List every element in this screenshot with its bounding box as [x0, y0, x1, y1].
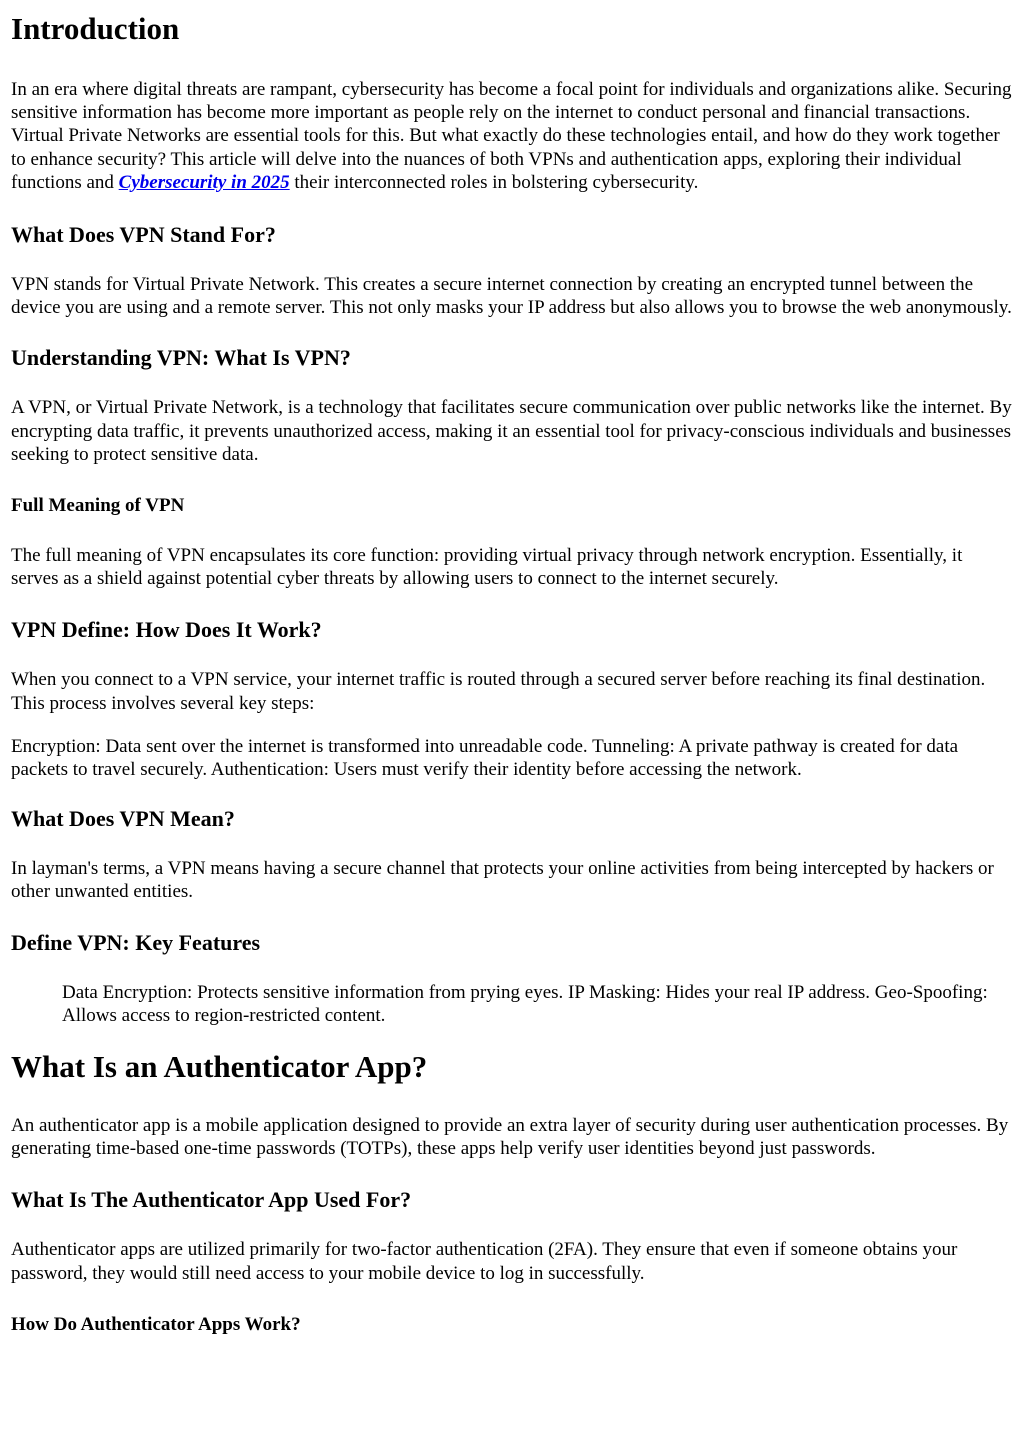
understanding-vpn-heading: Understanding VPN: What Is VPN? [11, 345, 351, 371]
key-features-blockquote: Data Encryption: Protects sensitive information from prying eyes. IP Masking: Hides your real IP address. Geo-Spoofing: Allows access to region-restricted content. [62, 981, 988, 1026]
understanding-vpn-paragraph: A VPN, or Virtual Private Network, is a technology that facilitates secure communication over public networks like the internet. By encrypting data traffic, it prevents unauthorized access, making it an essential tool for privacy-conscious individuals and businesses seeking to protect sensitive data. [11, 397, 1012, 465]
intro-text-before-link: In an era where digital threats are rampant, cybersecurity has become a focal point for individuals and organizations alike. Securing sensitive information has become more important as people rely on the internet to conduct personal and financial transactions. Virtual Private Networks are essential tools for this. But what exactly do these technologies entail, and how do they work together to enhance security? This article will delve into the nuances of both VPNs and authentication apps, exploring their individual functions and [11, 79, 1012, 193]
authenticator-work-heading: How Do Authenticator Apps Work? [11, 1313, 301, 1335]
cybersecurity-2025-link[interactable]: Cybersecurity in 2025 [118, 171, 290, 193]
vpn-mean-paragraph: In layman's terms, a VPN means having a secure channel that protects your online activities from being intercepted by hackers or other unwanted entities. [11, 858, 994, 903]
authenticator-app-paragraph: An authenticator app is a mobile application designed to provide an extra layer of security during user authentication processes. By generating time-based one-time passwords (TOTPs), these apps help verify user identities beyond just passwords. [11, 1115, 1009, 1160]
authenticator-used-heading: What Is The Authenticator App Used For? [11, 1187, 412, 1213]
vpn-stand-heading: What Does VPN Stand For? [11, 222, 276, 248]
authenticator-used-paragraph: Authenticator apps are utilized primarily for two-factor authentication (2FA). They ensure that even if someone obtains your password, they would still need access to your mobile device to log in successfully. [11, 1239, 958, 1284]
authenticator-app-heading: What Is an Authenticator App? [11, 1049, 428, 1085]
intro-heading: Introduction [11, 11, 180, 46]
full-meaning-paragraph: The full meaning of VPN encapsulates its core function: providing virtual privacy through network encryption. Essentially, it serves as a shield against potential cyber threats by allowing users to connect to the internet securely. [11, 545, 963, 590]
full-meaning-heading: Full Meaning of VPN [11, 495, 185, 517]
vpn-define-work-heading: VPN Define: How Does It Work? [11, 617, 322, 643]
vpn-define-work-paragraph: When you connect to a VPN service, your internet traffic is routed through a secured server before reaching its final destination. This process involves several key steps: [11, 669, 986, 714]
key-features-heading: Define VPN: Key Features [11, 929, 261, 955]
intro-text-after-link: their interconnected roles in bolstering cybersecurity. [289, 171, 699, 193]
vpn-mean-heading: What Does VPN Mean? [11, 806, 235, 832]
vpn-steps-paragraph: Encryption: Data sent over the internet is transformed into unreadable code. Tunneling: A private pathway is created for data packets to travel securely. Authentication: Users must verify their identity before accessing the network. [11, 735, 959, 781]
vpn-stand-paragraph: VPN stands for Virtual Private Network. This creates a secure internet connection by creating an encrypted tunnel between the device you are using and a remote server. This not only masks your IP address but also allows you to browse the web anonymously. [11, 274, 1012, 319]
intro-paragraph [11, 78, 1013, 194]
